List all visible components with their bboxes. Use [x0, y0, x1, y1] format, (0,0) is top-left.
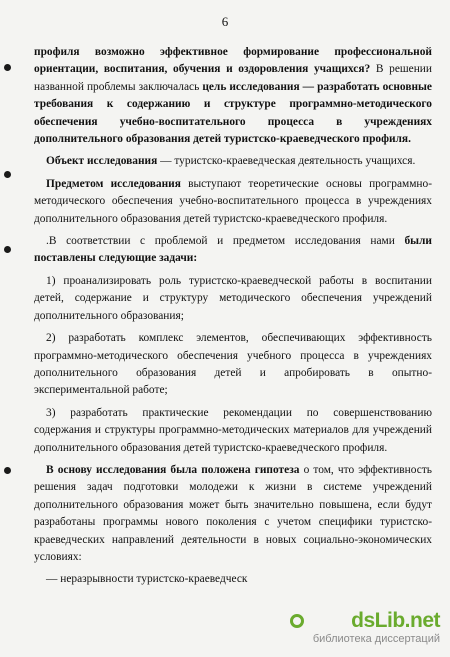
paragraph-subject: [34, 176, 432, 228]
task-item-3: 3) разработать практические рекомендации по совершенствованию содержания и структуры программно-методических материалов для учреждений дополнительного образования детей туристско-краеведческого профиля.: [34, 406, 432, 454]
watermark: [290, 609, 440, 649]
watermark-logo-text: dsLib.net: [351, 609, 440, 632]
page-number: 6: [221, 14, 229, 29]
goal-text: цель исследования — разработать основные требования к содержанию и структуре программно-методического обеспечения учебно-воспитательного процесса в учреждениях дополнительного образования детей туристско-краеведческого профиля.: [34, 80, 432, 146]
paragraph-object: [34, 153, 432, 170]
problem-text: профиля возможно эффективное формирование профессиональной ориентации, воспитания, обучения и оздоровления учащихся?: [34, 46, 432, 76]
task-item-2: 2) разработать комплекс элементов, обеспечивающих эффективность программно-методического обеспечения учебного процесса в учреждениях дополнительного образования детей и апробировать в опытно-экспериментальной работе;: [34, 332, 432, 397]
subject-label: Предметом исследования: [46, 177, 181, 190]
object-text: — туристско-краеведческая деятельность учащихся.: [157, 155, 416, 168]
paragraph-problem-goal: [34, 44, 432, 148]
binding-hole-4: [4, 467, 11, 474]
tasks-intro-text: .В соответствии с проблемой и предметом исследования нами: [46, 235, 405, 248]
paragraph-hypothesis: [34, 462, 432, 566]
object-label: Объект исследования: [46, 155, 158, 168]
goal-intro: В решении названной проблемы заключалась: [34, 63, 432, 93]
tasks-intro-bold: были поставлены следующие задачи:: [34, 235, 432, 265]
watermark-subtitle: библиотека диссертаций: [312, 633, 440, 645]
paragraph-tasks-intro: [34, 233, 432, 268]
subject-text: выступают теоретические основы программно-методического обеспечения учебно-воспитательного процесса в учреждениях дополнительного образования детей туристско-краеведческого профиля.: [34, 177, 432, 225]
binding-hole-2: [4, 171, 11, 178]
paragraph-continuation: — неразрывности туристско-краеведческ: [46, 573, 248, 586]
task-item-1: 1) проанализировать роль туристско-краеведческой работы в воспитании детей, содержание и структуру методического обеспечения учреждений дополнительного образования;: [34, 274, 432, 322]
hypothesis-label: В основу исследования была положена гипотеза: [46, 463, 300, 476]
document-body: [34, 44, 432, 594]
binding-hole-1: [4, 64, 11, 71]
hypothesis-text: о том, что эффективность решения задач подготовки молодежи к жизни в системе учреждений дополнительного образования может быть значительно повышена, если будут разработаны программы нового поколения с учетом специфики туристско-краеведческих направлений деятельности в новых социально-экономических условиях:: [34, 463, 432, 563]
binding-hole-3: [4, 246, 11, 253]
